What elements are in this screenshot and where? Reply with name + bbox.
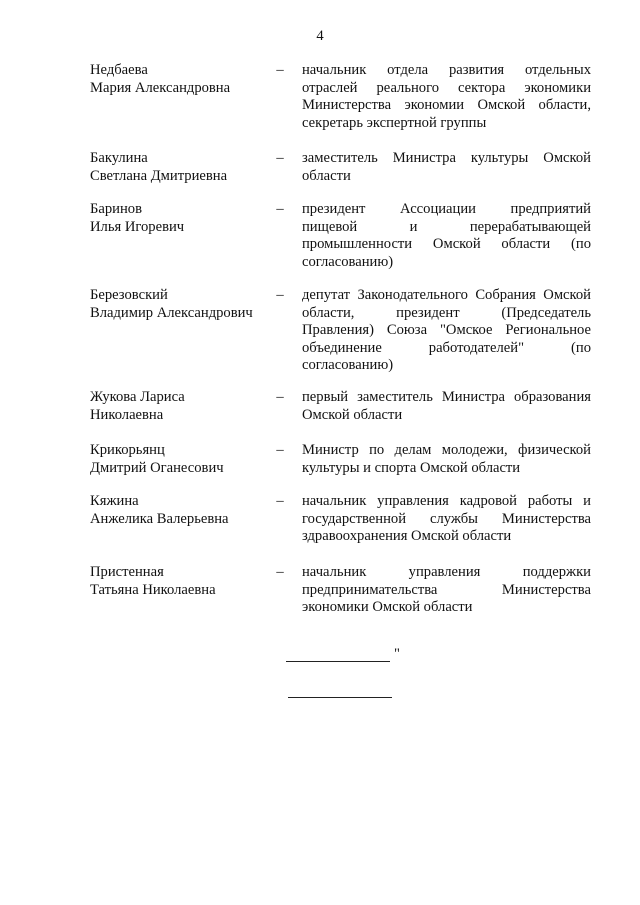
member-role-line: начальник отдела развития отдельных	[302, 62, 591, 78]
member-name-line: Татьяна Николаевна	[90, 581, 216, 598]
member-role-line: области	[302, 167, 351, 184]
member-role-line: пищевой и перерабатывающей	[302, 218, 591, 235]
member-name	[90, 442, 270, 477]
member-name	[90, 62, 270, 97]
dash-separator: –	[276, 564, 284, 580]
member-role-line: государственной службы Министерства	[302, 510, 591, 527]
dash-separator: –	[276, 150, 284, 166]
member-name-line: Кяжина	[90, 493, 139, 509]
member-role	[302, 493, 591, 546]
member-role-line: отраслей реального сектора экономики	[302, 79, 591, 96]
dash-separator: –	[276, 442, 284, 458]
member-role-line: первый заместитель Министра образования	[302, 389, 591, 405]
member-role-line: экономики Омской области	[302, 599, 473, 616]
member-role	[302, 201, 591, 271]
member-name-line: Крикорьянц	[90, 442, 165, 458]
member-name	[90, 389, 270, 424]
member-name	[90, 287, 270, 322]
member-name-line: Березовский	[90, 287, 168, 303]
closing-quote-mark: "	[394, 646, 400, 662]
member-role-line: секретарь экспертной группы	[302, 114, 487, 131]
dash-separator: –	[276, 493, 284, 509]
member-name-line: Николаевна	[90, 406, 164, 423]
member-role	[302, 442, 591, 477]
member-role-line: согласованию)	[302, 253, 394, 270]
member-role-line: Правления) Союза "Омское Региональное	[302, 322, 591, 339]
member-role-line: здравоохранения Омской области	[302, 528, 512, 545]
member-name	[90, 201, 270, 236]
end-rule	[288, 697, 392, 698]
dash-separator: –	[276, 201, 284, 217]
member-name-line: Жукова Лариса	[90, 389, 185, 405]
dash-separator: –	[276, 287, 284, 303]
member-name	[90, 564, 270, 599]
member-name	[90, 150, 270, 185]
member-name-line: Пристенная	[90, 564, 164, 580]
member-role-line: начальник управления кадровой работы и	[302, 493, 591, 509]
closing-rule	[286, 661, 390, 662]
page-number: 4	[316, 28, 324, 44]
member-role	[302, 389, 591, 424]
member-name-line: Бакулина	[90, 150, 148, 166]
member-role	[302, 62, 591, 132]
member-role-line: Омской области	[302, 406, 403, 423]
member-name-line: Недбаева	[90, 62, 148, 78]
member-role-line: предпринимательства Министерства	[302, 581, 591, 598]
member-role	[302, 287, 591, 375]
member-name-line: Илья Игоревич	[90, 218, 185, 235]
member-name-line: Светлана Дмитриевна	[90, 167, 228, 184]
member-role	[302, 150, 591, 185]
member-role-line: согласованию)	[302, 357, 394, 374]
member-role-line: объединение работодателей" (по	[302, 339, 591, 356]
member-name-line: Дмитрий Оганесович	[90, 459, 224, 476]
member-name-line: Мария Александровна	[90, 79, 231, 96]
member-role	[302, 564, 591, 617]
member-name-line: Владимир Александрович	[90, 304, 253, 321]
member-role-line: промышленности Омской области (по	[302, 236, 591, 253]
member-role-line: культуры и спорта Омской области	[302, 459, 521, 476]
member-role-line: начальник управления поддержки	[302, 564, 591, 580]
member-role-line: заместитель Министра культуры Омской	[302, 150, 591, 166]
member-name-line: Баринов	[90, 201, 142, 217]
member-role-line: депутат Законодательного Собрания Омской	[302, 287, 591, 303]
member-role-line: области, президент (Председатель	[302, 304, 591, 321]
dash-separator: –	[276, 389, 284, 405]
member-name-line: Анжелика Валерьевна	[90, 510, 229, 527]
member-role-line: Министр по делам молодежи, физической	[302, 442, 591, 458]
dash-separator: –	[276, 62, 284, 78]
member-role-line: президент Ассоциации предприятий	[302, 201, 591, 217]
member-role-line: Министерства экономии Омской области,	[302, 97, 591, 114]
member-name	[90, 493, 270, 528]
